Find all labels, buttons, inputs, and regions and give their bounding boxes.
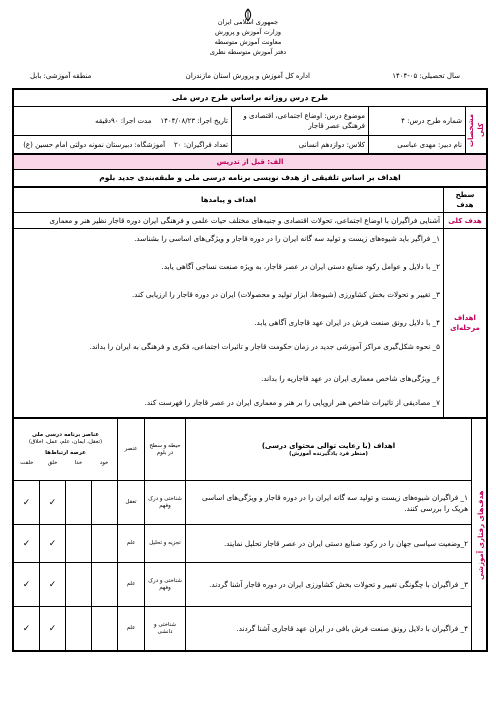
elements-title: عناصر برنامه درسی ملی xyxy=(31,432,100,438)
plan-title: طرح درس روزانه براساس طرح درس ملی xyxy=(14,90,487,107)
behavior-goal-1: ۱_ فراگیران شیوه‌های زیست و تولید سه گانه ایران را در دوره قاجار و ویژگی‌های اساسی هریک را بررسی کنند. xyxy=(186,481,472,525)
domain-2: تجزیه و تحلیل xyxy=(145,525,186,563)
behavior-goal-3: ۳_ فراگیران با چگونگی تغییر و تحولات بخش کشاورزی ایران در دوره قاجار آشنا گردند. xyxy=(186,563,472,607)
ministry-header xyxy=(0,18,496,68)
check-icon: ✓ xyxy=(40,563,66,607)
emblem-icon xyxy=(239,8,257,22)
lesson-subject: موضوع درس: اوضاع اجتماعی، اقتصادی و فرهنگی عصر قاجار xyxy=(232,107,369,136)
exec-duration: مدت اجرا: ۹۰دقیقه xyxy=(95,117,152,126)
elements-head xyxy=(14,419,118,481)
domain-4: شناختی و دانشی xyxy=(145,607,186,651)
header-line1: جمهوری اسلامی ایران xyxy=(217,18,279,26)
domain-1: شناختی و درک وفهم xyxy=(145,481,186,525)
areas-row xyxy=(14,460,117,467)
area-khelghat: خلقت xyxy=(20,460,34,466)
check-icon: ✓ xyxy=(40,525,66,563)
behavior-side-label: هدف‌های رفتاری آموزشی xyxy=(477,489,485,580)
goal-level-head: سطح هدف xyxy=(444,188,487,213)
teacher-name: نام دبیر: مهدی عباسی xyxy=(369,136,466,154)
area-khoda: خدا xyxy=(74,460,83,466)
stage-goal: ۴_ با دلایل رونق صنعت فرش در ایران عهد قاجاری آگاهی یابد. xyxy=(254,318,440,327)
before-teaching-heading: الف: قبل از تدریس xyxy=(14,155,487,170)
stage-goals-cell xyxy=(14,229,444,418)
general-goal-label: هدف کلی xyxy=(444,213,487,229)
stage-goal: ۲_ با دلایل و عوامل رکود صنایع دستی ایران در عصر قاجار، به ویژه صنعت نساجی آگاهی یابد. xyxy=(161,262,440,271)
check-cell xyxy=(66,607,92,651)
check-cell xyxy=(92,481,118,525)
areas-title: عرصه ارتباط‌ها xyxy=(45,450,86,456)
stage-goal: ۷_ مصادیقی از تاثیرات شاخص هنر اروپایی را بر هنر و معماری ایران در عصر قاجار را فهرست کند. xyxy=(144,398,440,407)
check-icon: ✓ xyxy=(14,525,40,563)
check-icon: ✓ xyxy=(40,607,66,651)
check-cell xyxy=(92,563,118,607)
check-cell xyxy=(66,481,92,525)
behavior-goals-table xyxy=(13,418,487,651)
stage-goal: ۵_ نحوه شکل‌گیری مراکز آموزشی جدید در زمان حکومت قاجار و تاثیرات اجتماعی، فکری و فرهنگی به ایران را بداند. xyxy=(89,342,440,351)
stage-goals-label: اهداف مرحله‌ای xyxy=(444,229,487,418)
class-label: کلاس: دوازدهم انسانی xyxy=(298,140,365,149)
goals-header: اهداف بر اساس تلفیقی از هدف نویسی برنامه درسی ملی و طبقه‌بندی جدید بلوم xyxy=(14,170,487,187)
general-goal-text: آشنایی فراگیران با اوضاع اجتماعی، تحولات اقتصادی و جنبه‌های مختلف حیات علمی و فرهنگی ایران دوره قاجار نظیر هنر و معماری xyxy=(14,213,444,229)
element-2: علم xyxy=(118,525,145,563)
elements-subtitle: (تعقل، ایمان، علم، عمل، اخلاق) xyxy=(28,439,103,445)
element-3: علم xyxy=(118,563,145,607)
exec-date: تاریخ اجرا: ۱۴۰۴/۰۸/۲۳ xyxy=(160,117,228,126)
plan-number: شماره طرح درس: ۴ xyxy=(369,107,466,136)
general-section-label: مشخصات کلی xyxy=(467,113,485,147)
header-line2: وزارت آموزش و پرورش xyxy=(214,28,281,36)
element-1: تعقل xyxy=(118,481,145,525)
stage-goal: ۱_ فراگیر باید شیوه‌های زیست و تولید سه گانه ایران را در دوره قاجار و ویژگی‌های اساسی را بشناسد. xyxy=(134,234,440,243)
office-name: اداره کل آموزش و پرورش استان مازندران xyxy=(185,72,310,80)
behavior-goal-4: ۴_ فراگیران با دلایل رونق صنعت فرش بافی در ایران عهد قاجاری آشنا گردند. xyxy=(186,607,472,651)
lesson-plan-table xyxy=(12,88,488,652)
header-line3: معاونت آموزش متوسطه xyxy=(214,38,282,46)
check-cell xyxy=(92,607,118,651)
general-section xyxy=(466,107,487,154)
check-icon: ✓ xyxy=(14,607,40,651)
behavior-side xyxy=(472,419,487,651)
school-year: سال تحصیلی: ۰۵-۱۴۰۴ xyxy=(392,72,460,80)
behavior-goals-subtitle: (منظر فرد یادگیرنده آموزش) xyxy=(289,451,368,457)
domain-3: شناختی و درک وفهم xyxy=(145,563,186,607)
check-icon: ✓ xyxy=(14,481,40,525)
behavior-goals-title: اهداف (با رعایت توالی محتوای درسی) xyxy=(261,442,396,450)
stage-goal: ۳_ تغییر و تحولات بخش کشاورزی (شیوه‌ها، ابزار تولید و محصولات) ایران در دوره قاجار را ارزیابی کند. xyxy=(131,290,440,299)
header-line4: دفتر آموزش متوسطه نظری xyxy=(209,48,287,56)
school-name: آموزشگاه: دبیرستان نمونه دولتی امام حسین (ع) xyxy=(23,140,166,149)
domain-head: حیطه و سطح در بلوم xyxy=(145,419,186,481)
check-cell xyxy=(66,563,92,607)
behavior-goal-2: ۲_وضعیت سیاسی جهان را در رکود صنایع دستی ایران در عصر قاجار تحلیل نمایند. xyxy=(186,525,472,563)
behavior-goals-head xyxy=(186,419,472,481)
element-4: علم xyxy=(118,607,145,651)
check-cell xyxy=(92,525,118,563)
top-info-bar xyxy=(30,72,460,82)
area-khod: خود xyxy=(99,460,109,466)
area-khalgh: خلق xyxy=(47,460,58,466)
check-icon: ✓ xyxy=(14,563,40,607)
learners-school xyxy=(14,136,232,154)
region-name: منطقه آموزشی: بابل xyxy=(30,72,92,80)
check-cell xyxy=(66,525,92,563)
exec-date-duration xyxy=(14,107,232,136)
factor-head: عنصر xyxy=(118,419,145,481)
check-icon: ✓ xyxy=(40,481,66,525)
class-name xyxy=(232,136,369,154)
learner-count: تعداد فراگیران: ۲۰ xyxy=(174,140,228,149)
goals-col-head: اهداف و پیامدها xyxy=(14,188,444,213)
stage-goal: ۶_ ویژگی‌های شاخص معماری ایران در عهد قاجاریه را بداند. xyxy=(261,374,440,383)
